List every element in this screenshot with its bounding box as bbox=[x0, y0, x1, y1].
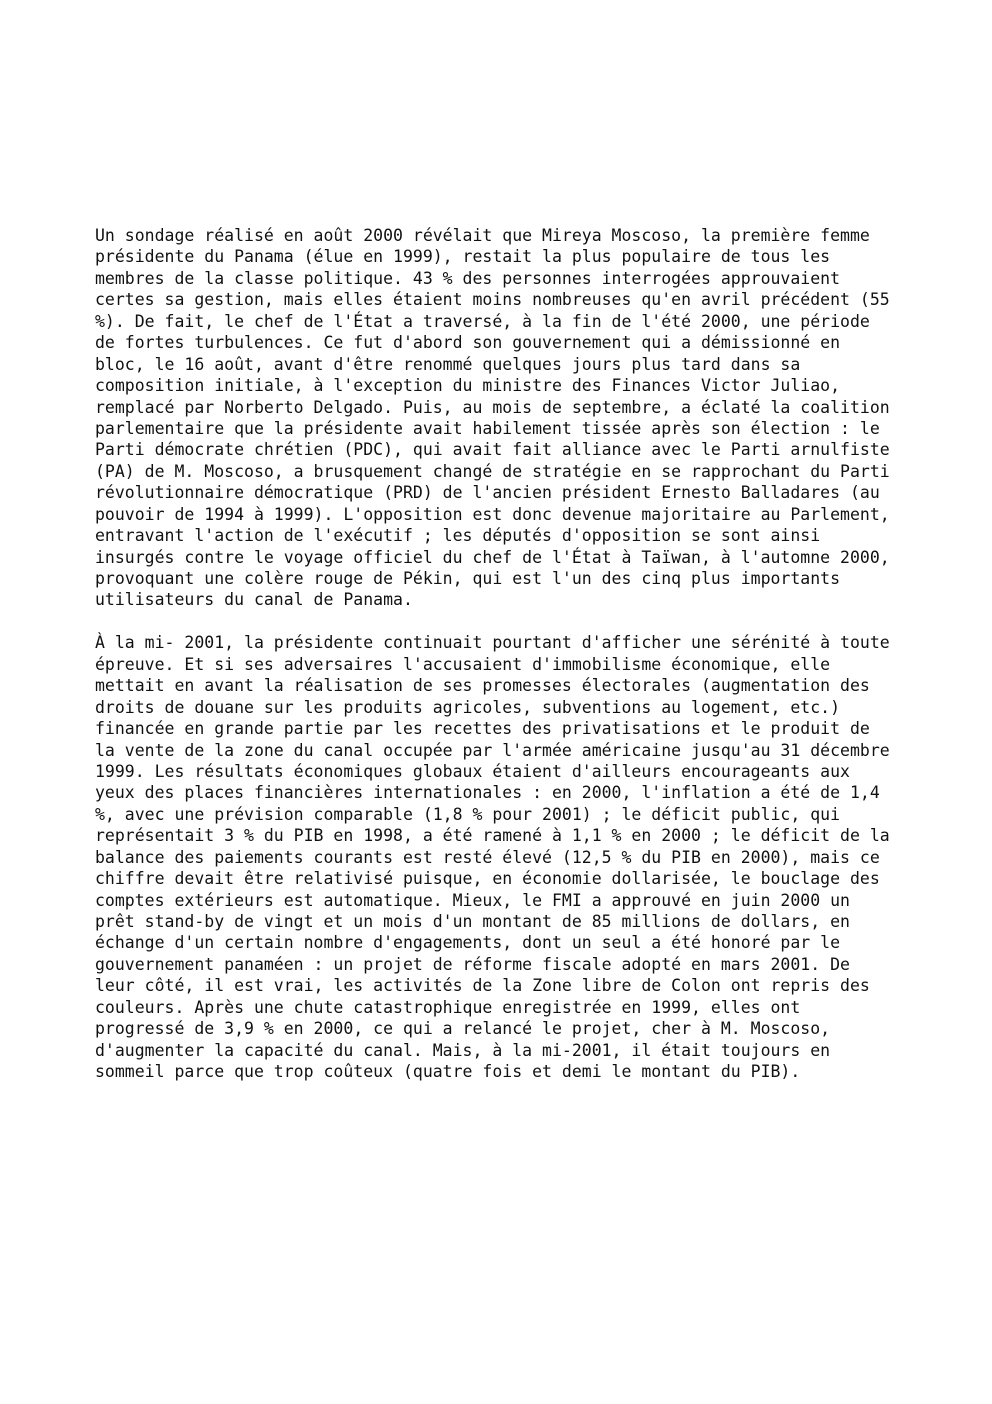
text-line: d'augmenter la capacité du canal. Mais, à la mi-2001, il était toujours en bbox=[95, 1040, 831, 1060]
text-line: insurgés contre le voyage officiel du chef de l'État à Taïwan, à l'automne 2000, bbox=[95, 547, 890, 567]
text-line: bloc, le 16 août, avant d'être renommé quelques jours plus tard dans sa bbox=[95, 354, 801, 374]
text-line: Un sondage réalisé en août 2000 révélait que Mireya Moscoso, la première femme bbox=[95, 226, 870, 245]
document-body bbox=[95, 225, 925, 1083]
text-line: %, avec une prévision comparable (1,8 % pour 2001) ; le déficit public, qui bbox=[95, 804, 841, 824]
text-line: épreuve. Et si ses adversaires l'accusaient d'immobilisme économique, elle bbox=[95, 654, 831, 674]
text-line: présidente du Panama (élue en 1999), restait la plus populaire de tous les bbox=[95, 247, 831, 267]
text-line: prêt stand-by de vingt et un mois d'un montant de 85 millions de dollars, en bbox=[95, 912, 850, 931]
paragraph-1 bbox=[95, 225, 925, 611]
text-line: mettait en avant la réalisation de ses promesses électorales (augmentation des bbox=[95, 676, 870, 696]
text-line: progressé de 3,9 % en 2000, ce qui a relancé le projet, cher à M. Moscoso, bbox=[95, 1019, 831, 1039]
paragraph-2 bbox=[95, 632, 925, 1082]
text-line: de fortes turbulences. Ce fut d'abord son gouvernement qui a démissionné en bbox=[95, 333, 841, 353]
text-line: sommeil parce que trop coûteux (quatre fois et demi le montant du PIB). bbox=[95, 1062, 801, 1082]
text-line: révolutionnaire démocratique (PRD) de l'ancien président Ernesto Balladares (au bbox=[95, 483, 880, 503]
text-line: Parti démocrate chrétien (PDC), qui avait fait alliance avec le Parti arnulfiste bbox=[95, 440, 890, 460]
text-line: yeux des places financières internationales : en 2000, l'inflation a été de 1,4 bbox=[95, 783, 880, 803]
text-line: %). De fait, le chef de l'État a traversé, à la fin de l'été 2000, une période bbox=[95, 311, 870, 331]
text-line: composition initiale, à l'exception du ministre des Finances Victor Juliao, bbox=[95, 376, 841, 396]
text-line: leur côté, il est vrai, les activités de la Zone libre de Colon ont repris des bbox=[95, 976, 870, 996]
text-line: chiffre devait être relativisé puisque, en économie dollarisée, le bouclage des bbox=[95, 869, 880, 889]
text-line: comptes extérieurs est automatique. Mieux, le FMI a approuvé en juin 2000 un bbox=[95, 890, 850, 910]
text-line: pouvoir de 1994 à 1999). L'opposition est donc devenue majoritaire au Parlement, bbox=[95, 504, 890, 524]
text-line: financée en grande partie par les recettes des privatisations et le produit de bbox=[95, 719, 870, 739]
text-line: gouvernement panaméen : un projet de réforme fiscale adopté en mars 2001. De bbox=[95, 954, 850, 974]
text-line: À la mi- 2001, la présidente continuait pourtant d'afficher une sérénité à toute bbox=[95, 633, 890, 653]
paragraph-spacer bbox=[95, 611, 925, 632]
text-line: remplacé par Norberto Delgado. Puis, au mois de septembre, a éclaté la coalition bbox=[95, 397, 890, 417]
text-line: la vente de la zone du canal occupée par l'armée américaine jusqu'au 31 décembre bbox=[95, 740, 890, 760]
text-line: 1999. Les résultats économiques globaux étaient d'ailleurs encourageants aux bbox=[95, 761, 850, 781]
text-line: (PA) de M. Moscoso, a brusquement changé de stratégie en se rapprochant du Parti bbox=[95, 461, 890, 481]
text-line: échange d'un certain nombre d'engagements, dont un seul a été honoré par le bbox=[95, 933, 841, 953]
text-line: membres de la classe politique. 43 % des personnes interrogées approuvaient bbox=[95, 268, 841, 288]
text-line: parlementaire que la présidente avait habilement tissée après son élection : le bbox=[95, 418, 880, 438]
text-line: utilisateurs du canal de Panama. bbox=[95, 590, 413, 610]
text-line: entravant l'action de l'exécutif ; les députés d'opposition se sont ainsi bbox=[95, 526, 821, 546]
text-line: représentait 3 % du PIB en 1998, a été ramené à 1,1 % en 2000 ; le déficit de la bbox=[95, 826, 890, 846]
text-line: droits de douane sur les produits agricoles, subventions au logement, etc.) bbox=[95, 697, 841, 717]
text-line: provoquant une colère rouge de Pékin, qui est l'un des cinq plus importants bbox=[95, 569, 841, 588]
text-line: certes sa gestion, mais elles étaient moins nombreuses qu'en avril précédent (55 bbox=[95, 290, 890, 310]
text-line: couleurs. Après une chute catastrophique enregistrée en 1999, elles ont bbox=[95, 997, 801, 1017]
text-line: balance des paiements courants est resté élevé (12,5 % du PIB en 2000), mais ce bbox=[95, 847, 880, 867]
